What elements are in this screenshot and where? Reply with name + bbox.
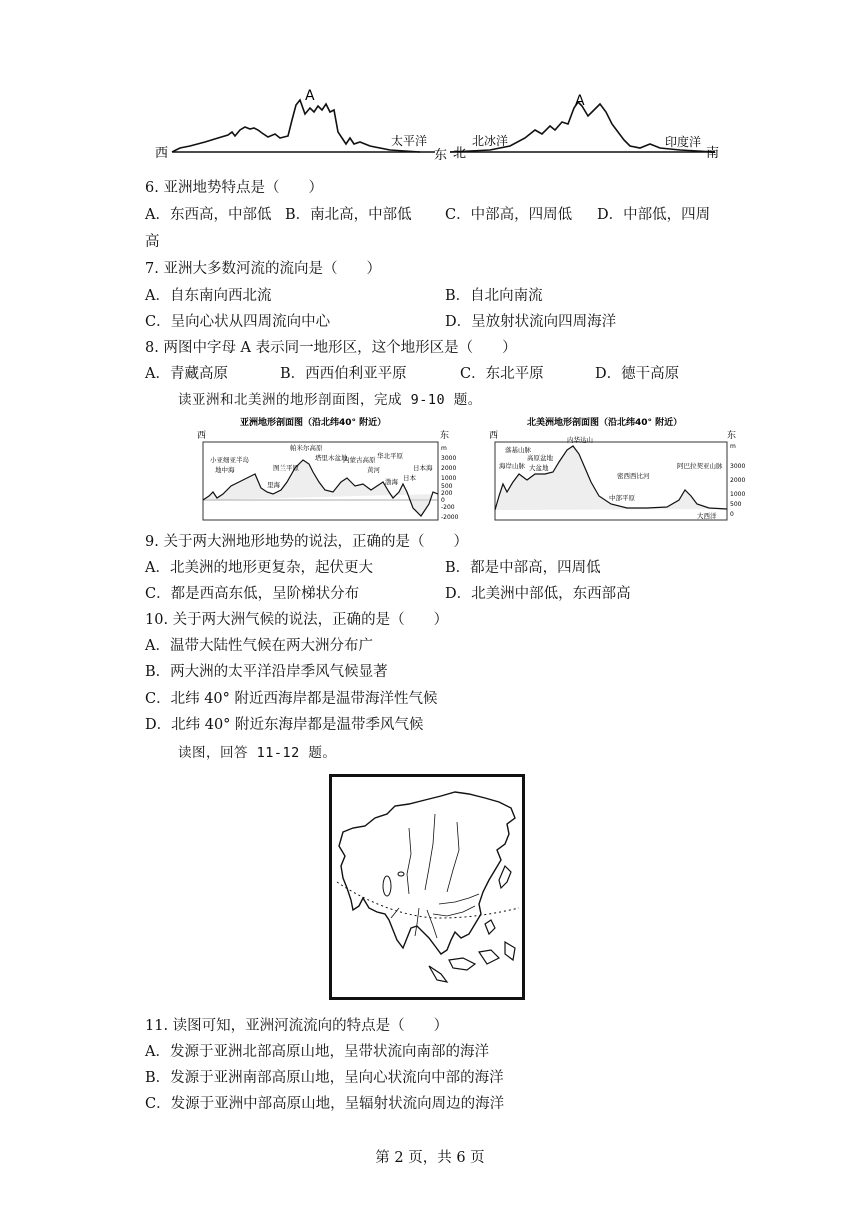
label-arctic: 北冰洋 [472,134,509,148]
q9-option-b: B．都是中部高，四周低 [445,560,601,576]
q10-option-b: B．两大洲的太平洋沿岸季风气候显著 [145,664,388,680]
q6-stem: 6. 亚洲地势特点是（ ） [145,180,323,196]
asia-cross-section-sketch [150,80,730,170]
q8-stem: 8. 两图中字母 A 表示同一地形区，这个地形区是（ ） [145,340,517,356]
north-america-terrain-profile [487,412,757,524]
na-profile-title: 北美洲地形剖面图（沿北纬40° 附近） [527,418,683,428]
na-label-1: 落基山脉 [505,446,531,454]
na-tick-0: 0 [730,511,734,518]
q6-option-d-wrap: 高 [145,234,160,250]
q6-option-c: C．中部高，四周低 [445,207,573,223]
na-tick-3000: 3000 [730,463,746,470]
na-label-7: 中部平原 [609,494,635,502]
q7-option-c: C．呈向心状从四周流向中心 [145,314,331,330]
asia-tick-500: 500 [441,483,453,490]
asia-tick-neg200: -200 [441,504,455,511]
label-a-left: A [305,88,315,104]
asia-label-7: 内蒙古高原 [343,456,376,464]
asia-tick-1000: 1000 [441,475,457,482]
na-label-8: 阿巴拉契亚山脉 [677,462,723,470]
asia-label-8: 黄河 [367,466,380,474]
asia-terrain-profile [195,412,465,524]
asia-label-3: 帕米尔高原 [290,444,323,452]
asia-tick-200: 200 [441,490,453,497]
na-label-5: 高原盆地 [527,454,553,462]
asia-label-12: 日本 [403,474,416,482]
label-south: 南 [706,146,720,161]
q10-stem: 10. 关于两大洲气候的说法，正确的是（ ） [145,612,449,628]
q9-option-c: C．都是西高东低，呈阶梯状分布 [145,586,360,602]
asia-label-6: 塔里木盆地 [315,454,348,462]
asia-label-9: 华北平原 [377,452,403,460]
instruction-11-12: 读图，回答 11-12 题。 [178,745,337,761]
label-north: 北 [453,146,467,161]
asia-tick-3000: 3000 [441,455,457,462]
q8-option-d: D．德干高原 [595,366,680,382]
na-label-4: 大盆地 [529,464,549,472]
q11-option-a: A．发源于亚洲北部高原山地，呈带状流向南部的海洋 [145,1044,489,1060]
instruction-9-10: 读亚洲和北美洲的地形剖面图，完成 9-10 题。 [178,392,482,408]
asia-east: 东 [440,431,450,441]
label-pacific: 太平洋 [391,134,428,148]
q9-option-a: A．北美洲的地形更复杂，起伏更大 [145,560,373,576]
q11-stem: 11. 读图可知，亚洲河流流向的特点是（ ） [145,1018,449,1034]
q6-option-d: D．中部低，四周 [597,207,711,223]
asia-profile-title: 亚洲地形剖面图（沿北纬40° 附近） [240,418,387,428]
q7-stem: 7. 亚洲大多数河流的流向是（ ） [145,261,381,277]
na-label-3: 内华达山 [567,436,593,444]
asia-tick-neg2000: -2000 [441,514,459,521]
na-east: 东 [727,431,737,441]
na-tick-1000: 1000 [730,491,746,498]
q9-stem: 9. 关于两大洲地形地势的说法，正确的是（ ） [145,534,468,550]
q7-option-d: D．呈放射状流向四周海洋 [445,314,617,330]
na-label-6: 密西西比河 [617,472,650,480]
q11-option-b: B．发源于亚洲南部高原山地，呈向心状流向中部的海洋 [145,1070,504,1086]
asia-label-10: 渤海 [385,478,398,486]
asia-label-4: 图兰平原 [273,464,299,472]
asia-tick-0: 0 [441,497,445,504]
asia-outline-map [329,774,525,1000]
q8-option-a: A．青藏高原 [145,366,228,382]
label-a-right: A [575,93,585,109]
q8-option-c: C．东北平原 [460,366,544,382]
asia-tick-2000: 2000 [441,465,457,472]
asia-label-2: 地中海 [215,466,235,474]
page-footer: 第 2 页，共 6 页 [375,1150,485,1166]
label-west: 西 [155,146,169,161]
q9-option-d: D．北美洲中部低，东西部高 [445,586,631,602]
q7-option-b: B．自北向南流 [445,288,543,304]
na-label-9: 大西洋 [697,512,717,520]
asia-label-11: 日本海 [413,464,433,472]
na-tick-2000: 2000 [730,477,746,484]
q10-option-d: D．北纬 40° 附近东海岸都是温带季风气候 [145,717,424,733]
q10-option-c: C．北纬 40° 附近西海岸都是温带海洋性气候 [145,691,438,707]
label-indian: 印度洋 [665,135,702,149]
label-east: 东 [434,148,448,163]
q6-option-b: B．南北高，中部低 [285,207,412,223]
asia-tick-unit: m [441,445,447,452]
na-label-2: 海岸山脉 [499,462,525,470]
na-tick-500: 500 [730,501,742,508]
q11-option-c: C．发源于亚洲中部高原山地，呈辐射状流向周边的海洋 [145,1096,505,1112]
q7-option-a: A．自东南向西北流 [145,288,272,304]
q8-option-b: B．西西伯利亚平原 [280,366,407,382]
asia-label-1: 小亚细亚半岛 [210,456,249,464]
asia-label-5: 里海 [267,481,280,489]
asia-west: 西 [197,431,207,441]
na-west: 西 [489,431,499,441]
na-tick-unit: m [730,443,736,450]
q10-option-a: A．温带大陆性气候在两大洲分布广 [145,638,373,654]
q6-option-a: A．东西高，中部低 [145,207,272,223]
